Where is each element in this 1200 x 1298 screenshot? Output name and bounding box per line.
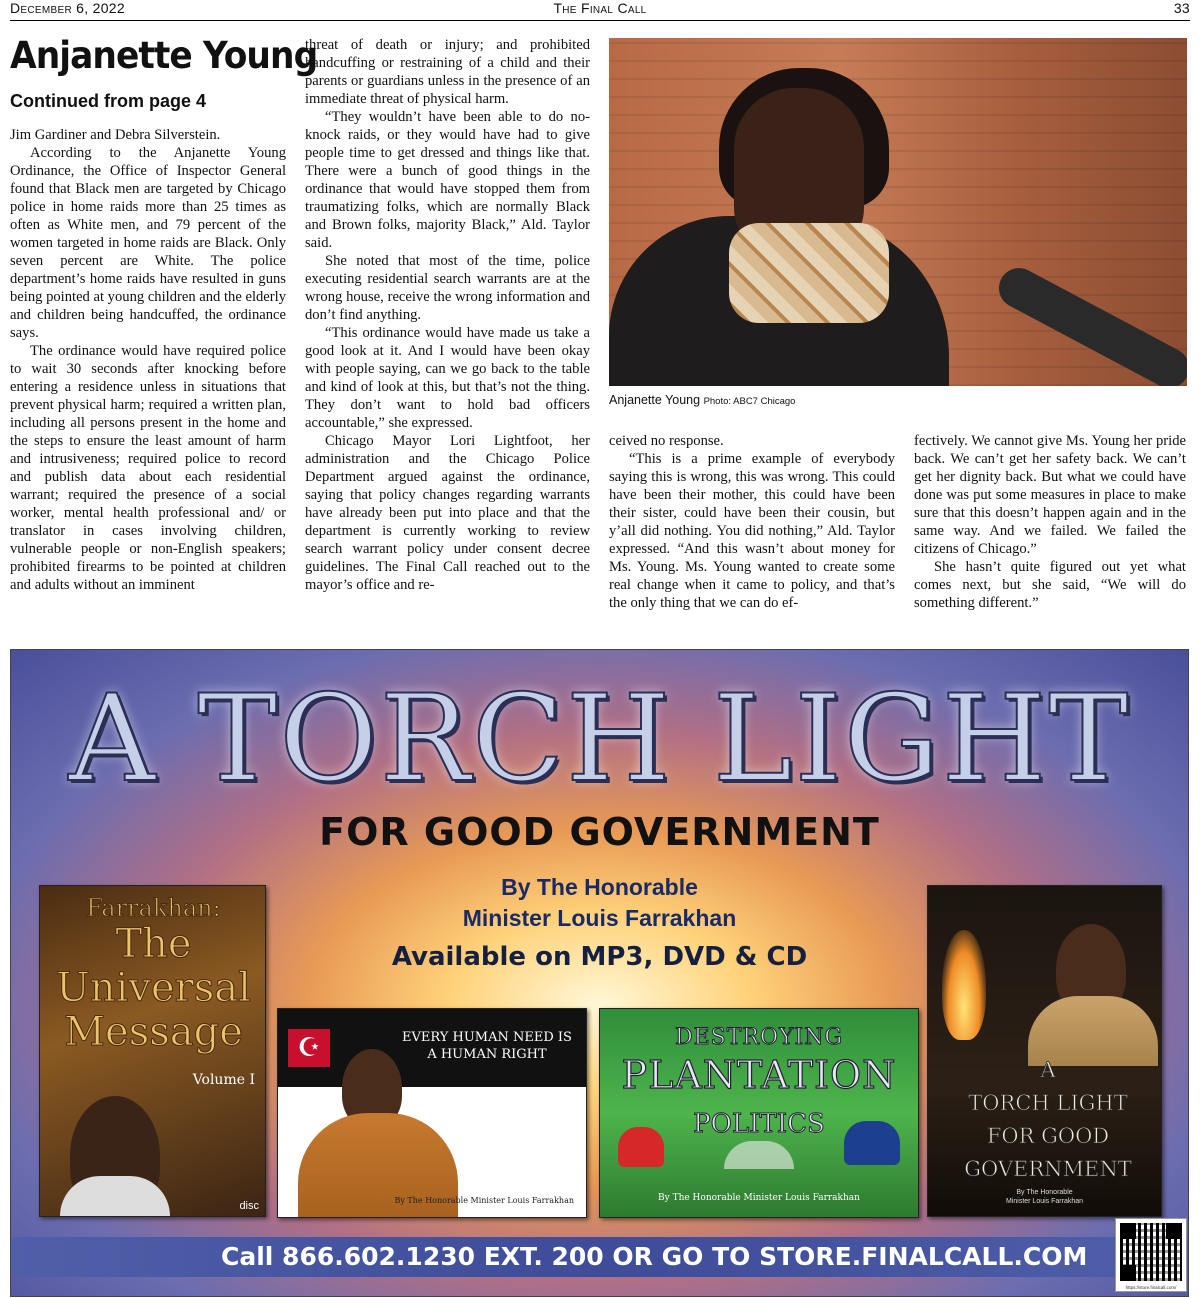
article-column-1 bbox=[10, 126, 286, 594]
cover-title-line: PLANTATION bbox=[621, 1053, 897, 1097]
ad-title: A TORCH LIGHT bbox=[68, 670, 1131, 809]
product-cover-plantation-politics[interactable] bbox=[599, 1008, 919, 1218]
page-header bbox=[10, 0, 1190, 21]
paragraph: She noted that most of the time, police executing residential search warrants are at the wrong house, receive the wrong information and don’t find anything. bbox=[305, 253, 590, 323]
article-column-2 bbox=[305, 36, 590, 594]
paragraph: Jim Gardiner and Debra Silverstein. bbox=[10, 127, 221, 143]
qr-url: https://store.finalcall.com/ bbox=[1125, 1285, 1177, 1290]
product-cover-torch-light[interactable] bbox=[927, 885, 1162, 1217]
cover-title-line: DESTROYING bbox=[674, 1025, 844, 1050]
capitol-icon bbox=[724, 1141, 794, 1169]
article-column-4 bbox=[914, 432, 1186, 612]
paragraph: “They wouldn’t have been able to do no-knock raids, or they would have had to give people time to get dressed and things like that. There were a bunch of good things in the ordinance that would have stopped them from traumatizing folks, which are normally Black and Brown folks, majority Black,” Ald. Taylor said. bbox=[305, 109, 590, 251]
cover-title: EVERY HUMAN NEED IS A HUMAN RIGHT bbox=[402, 1030, 572, 1062]
ad-byline-2: Minister Louis Farrakhan bbox=[462, 905, 737, 931]
caption-name: Anjanette Young bbox=[609, 393, 701, 407]
paragraph: “This ordinance would have made us take a good look at it. And I would have been okay with people saying, can we go back to the table and kind of look at this, but that’s not the thing. They don’t want to hold bad officers accountable,” she expressed. bbox=[305, 325, 590, 431]
cover-title-line: The bbox=[115, 921, 192, 967]
cover-title-line: Message bbox=[64, 1009, 243, 1055]
paragraph: “This is a prime example of everybody saying this is wrong, this was wrong. This could have been their mother, this could have been their sister, could have been their cousin, but y’all did nothing. You did nothing,” Ald. Taylor expressed. “And this wasn’t about money for Ms. Young. Ms. Young wanted to create some real change when it came to policy, and that’s the only thing that we can do ef- bbox=[609, 451, 895, 611]
paragraph: She hasn’t quite figured out yet what comes next, but she said, “We will do something different.” bbox=[914, 559, 1186, 611]
donkey-icon bbox=[844, 1121, 900, 1165]
disc-logo: disc bbox=[239, 1200, 259, 1212]
cover-byline bbox=[928, 1188, 1161, 1206]
cover-title-line: FOR GOOD bbox=[986, 1124, 1110, 1148]
paragraph: threat of death or injury; and prohibited handcuffing or restraining of a child and their parents or guardians unless in the presence of an immediate threat of physical harm. bbox=[305, 37, 590, 107]
ad-byline-1: By The Honorable bbox=[501, 874, 698, 900]
paragraph: fectively. We cannot give Ms. Young her pride back. We can’t get her safety back. We can’t get her dignity back. But what we could have done was put some measures in place to make sure that this doesn’t happen again and in the same way. And we failed. We failed the citizens of Chicago.” bbox=[914, 433, 1186, 557]
product-cover-universal-message[interactable] bbox=[39, 885, 266, 1217]
cover-title-line: A bbox=[1040, 1058, 1056, 1082]
cover-byline: By The Honorable Minister Louis Farrakhan bbox=[658, 1193, 860, 1203]
article-column-3 bbox=[609, 432, 895, 612]
paragraph: According to the Anjanette Young Ordinance, the Office of Inspector General found that Black men are targeted by Chicago police in home raids more than 25 times as often as White men, and 79 percent of the women targeted in home raids are Black. Only seven percent are White. The police department’s home raids have resulted in guns being pointed at young children and the elderly and children being handcuffed, the ordinance says. bbox=[10, 145, 286, 341]
product-cover-human-need[interactable] bbox=[277, 1008, 587, 1218]
crescent-star-flag-icon: ☪ bbox=[288, 1029, 330, 1067]
continued-from: Continued from page 4 bbox=[10, 91, 207, 111]
paragraph: Chicago Mayor Lori Lightfoot, her administration and the Chicago Police Department argued against the ordinance, saying that policy changes regarding warrants have already been put into place and that the department is currently working to review search warrant policy under consent decree guidelines. The Final Call reached out to the mayor’s office and re- bbox=[305, 433, 590, 593]
cover-title-line: Universal bbox=[56, 965, 251, 1011]
call-to-action-bar[interactable] bbox=[11, 1237, 1188, 1277]
cover-title-line: POLITICS bbox=[693, 1109, 825, 1139]
article-headline: Anjanette Young bbox=[10, 34, 318, 77]
paragraph: The ordinance would have required police to wait 30 seconds after knocking before entering a residence unless in situations that prevent physical harm; required a written plan, including all persons present in the home and the steps to ensure the least amount of harm and intrusiveness; required police to record and publish data about each residential warrant; required the presence of a social worker, mental health professional and/ or translator in cases involving children, vulnerable people or non-English speakers; prohibited firearms to be pointed at children and adults without an imminent bbox=[10, 343, 286, 593]
cover-title-line: GOVERNMENT bbox=[964, 1157, 1132, 1181]
cover-volume: Volume I bbox=[192, 1072, 255, 1088]
qr-code-icon[interactable] bbox=[1115, 1218, 1187, 1292]
cover-title-line: Farrakhan: bbox=[86, 894, 221, 922]
torch-flame-icon bbox=[942, 930, 986, 1040]
cover-byline-2: Minister Louis Farrakhan bbox=[1005, 1198, 1084, 1205]
article-photo bbox=[609, 38, 1187, 386]
ad-subtitle: FOR GOOD GOVERNMENT bbox=[319, 810, 880, 854]
ad-availability: Available on MP3, DVD & CD bbox=[391, 942, 808, 972]
call-to-action-text: Call 866.602.1230 EXT. 200 OR GO TO STORE.FINALCALL.COM bbox=[221, 1242, 1088, 1271]
elephant-icon bbox=[618, 1127, 664, 1167]
paragraph: ceived no response. bbox=[609, 433, 724, 449]
advertisement[interactable] bbox=[10, 649, 1189, 1297]
cover-title-line: TORCH LIGHT bbox=[968, 1091, 1128, 1115]
photo-caption bbox=[609, 393, 795, 407]
cover-byline: By The Honorable Minister Louis Farrakhan bbox=[394, 1196, 574, 1205]
issue-date: December 6, 2022 bbox=[10, 0, 125, 16]
publication-name: The Final Call bbox=[553, 0, 647, 16]
page-number: 33 bbox=[1173, 0, 1190, 16]
cover-byline-1: By The Honorable bbox=[1016, 1189, 1073, 1196]
photo-credit: Photo: ABC7 Chicago bbox=[703, 396, 796, 407]
